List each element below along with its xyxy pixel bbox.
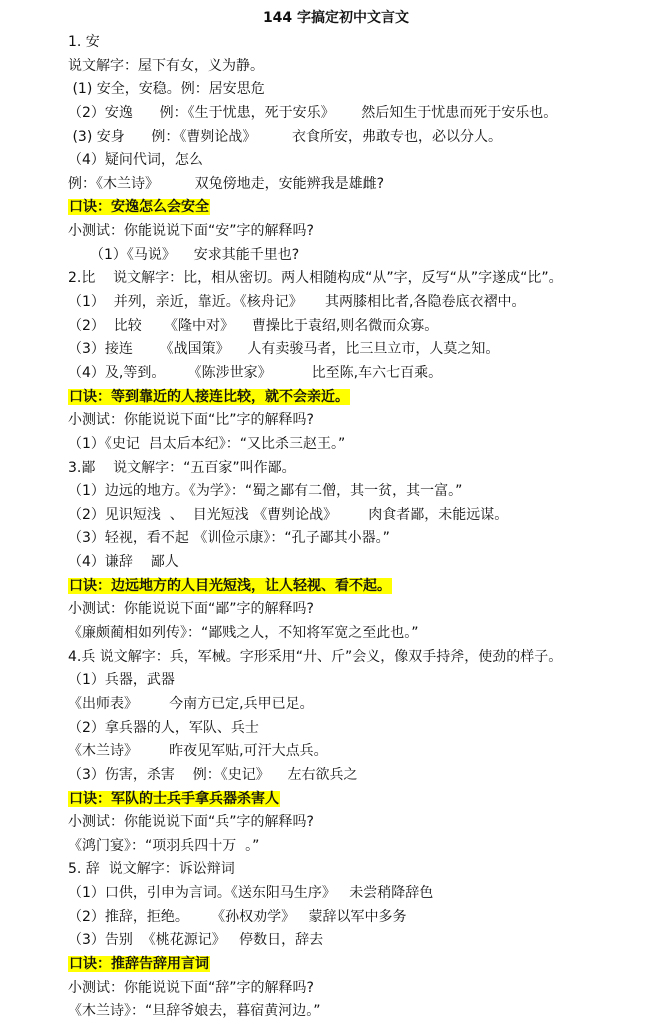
text-line <box>68 551 668 575</box>
text-line <box>68 1000 668 1024</box>
line-text: 2.比 说文解字：比，相从密切。两人相随构成“从”字，反写“从”字遂成“比”。 <box>68 270 563 287</box>
text-line <box>68 929 668 953</box>
text-line <box>68 126 668 150</box>
text-line <box>68 78 668 102</box>
text-line <box>68 977 668 1001</box>
line-text: （1）《史记 吕太后本纪》：“又比杀三赵王。” <box>68 435 346 452</box>
mnemonic-line <box>68 386 668 410</box>
text-line <box>68 622 668 646</box>
line-text: 3.鄙 说文解字：“五百家”叫作鄙。 <box>68 459 296 476</box>
line-text: 小测试：你能说说下面“辞”字的解释吗? <box>68 979 314 996</box>
highlighted-mnemonic: 口诀：等到靠近的人接连比较，就不会亲近。 <box>69 388 349 405</box>
line-text: 《木兰诗》：“旦辞爷娘去，暮宿黄河边。” <box>68 1003 321 1020</box>
line-text: 5. 辞 说文解字：诉讼辩词 <box>68 861 235 878</box>
mnemonic-line <box>68 196 668 220</box>
line-text: （2）推辞，拒绝。 《孙权劝学》 蒙辞以军中多务 <box>68 908 407 925</box>
line-text: （3）告别 《桃花源记》 停数日，辞去 <box>68 932 324 949</box>
document-title: 144 字搞定初中文言文 <box>262 10 410 26</box>
text-line <box>68 504 668 528</box>
line-text: 《鸿门宴》：“项羽兵四十万 。” <box>68 837 260 854</box>
highlighted-mnemonic: 口诀：边远地方的人目光短浅，让人轻视、看不起。 <box>69 577 391 594</box>
line-text: （3）轻视，看不起 《训俭示康》：“孔子鄙其小器。” <box>68 530 390 547</box>
text-line <box>68 598 668 622</box>
text-line <box>68 338 668 362</box>
text-line <box>68 835 668 859</box>
text-line <box>68 102 668 126</box>
line-text: (3) 安身 例：《曹刿论战》 衣食所安，弗敢专也，必以分人。 <box>68 128 503 145</box>
line-text: 说文解字：屋下有女，义为静。 <box>68 57 264 74</box>
line-text: 《出师表》 今南方已定,兵甲已足。 <box>68 695 314 712</box>
text-line <box>68 740 668 764</box>
text-line <box>68 480 668 504</box>
text-line <box>68 764 668 788</box>
line-text: 《廉颇蔺相如列传》：“鄙贱之人，不知将军宽之至此也。” <box>68 625 419 642</box>
line-text: （1）兵器，武器 <box>68 672 175 689</box>
text-line <box>68 858 668 882</box>
mnemonic-line <box>68 788 668 812</box>
line-text: （4）疑问代词，怎么 <box>68 152 203 169</box>
text-line <box>68 31 668 55</box>
line-text: （2）拿兵器的人，军队、兵士 <box>68 719 259 736</box>
line-text: （4）谦辞 鄙人 <box>68 554 179 571</box>
text-line <box>68 55 668 79</box>
line-text: 4.兵 说文解字：兵，军械。字形采用“廾、斤”会义，像双手持斧，使劲的样子。 <box>68 648 563 665</box>
text-line <box>68 882 668 906</box>
text-line <box>68 149 668 173</box>
text-line <box>68 291 668 315</box>
text-line <box>68 669 668 693</box>
line-text: 小测试：你能说说下面“安”字的解释吗? <box>68 223 314 240</box>
line-text: (1) 安全，安稳。例：居安思危 <box>68 81 265 98</box>
highlighted-mnemonic: 口诀：军队的士兵手拿兵器杀害人 <box>69 790 279 807</box>
highlighted-mnemonic: 口诀：安逸怎么会安全 <box>69 199 209 216</box>
mnemonic-line <box>68 953 668 977</box>
text-line <box>68 527 668 551</box>
line-text: （3）伤害，杀害 例：《史记》 左右欲兵之 <box>68 766 358 783</box>
text-line <box>68 693 668 717</box>
line-text: （2） 比较 《隆中对》 曹操比于袁绍,则名微而众寡。 <box>68 317 439 334</box>
text-line <box>68 646 668 670</box>
text-line <box>68 433 668 457</box>
line-text: （2）见识短浅 、 目光短浅 《曹刿论战》 肉食者鄙，未能远谋。 <box>68 506 509 523</box>
line-text: （1）《马说》 安求其能千里也? <box>90 246 300 263</box>
line-text: 小测试：你能说说下面“鄙”字的解释吗? <box>68 601 314 618</box>
text-line <box>68 906 668 930</box>
text-line <box>68 409 668 433</box>
text-line <box>68 173 668 197</box>
text-line <box>68 362 668 386</box>
line-text: （2）安逸 例：《生于忧患，死于安乐》 然后知生于忧患而死于安乐也。 <box>68 104 558 121</box>
line-text: （1）口供，引申为言词。《送东阳马生序》 未尝稍降辞色 <box>68 885 434 902</box>
text-line <box>68 244 668 268</box>
text-line <box>68 717 668 741</box>
line-text: 小测试：你能说说下面“兵”字的解释吗? <box>68 814 314 831</box>
line-text: 1. 安 <box>68 34 100 50</box>
mnemonic-line <box>68 575 668 599</box>
line-text: （3）接连 《战国策》 人有卖骏马者，比三旦立市，人莫之知。 <box>68 341 500 358</box>
text-line <box>68 220 668 244</box>
line-text: 小测试：你能说说下面“比”字的解释吗? <box>68 412 314 429</box>
text-line <box>68 315 668 339</box>
text-line <box>68 457 668 481</box>
line-text: （1）边远的地方。《为学》：“蜀之鄙有二僧，其一贫，其一富。” <box>68 483 463 500</box>
line-text: 例：《木兰诗》 双兔傍地走，安能辨我是雄雌? <box>68 175 385 192</box>
line-text: （4）及,等到。 《陈涉世家》 比至陈,车六七百乘。 <box>68 364 443 381</box>
highlighted-mnemonic: 口诀：推辞告辞用言词 <box>69 956 209 972</box>
text-line <box>68 811 668 835</box>
text-line <box>68 267 668 291</box>
line-text: 《木兰诗》 昨夜见军贴,可汗大点兵。 <box>68 743 328 760</box>
line-text: （1） 并列，亲近，靠近。《核舟记》 其两膝相比者,各隐卷底衣褶中。 <box>68 294 526 311</box>
document-body <box>68 31 668 1024</box>
